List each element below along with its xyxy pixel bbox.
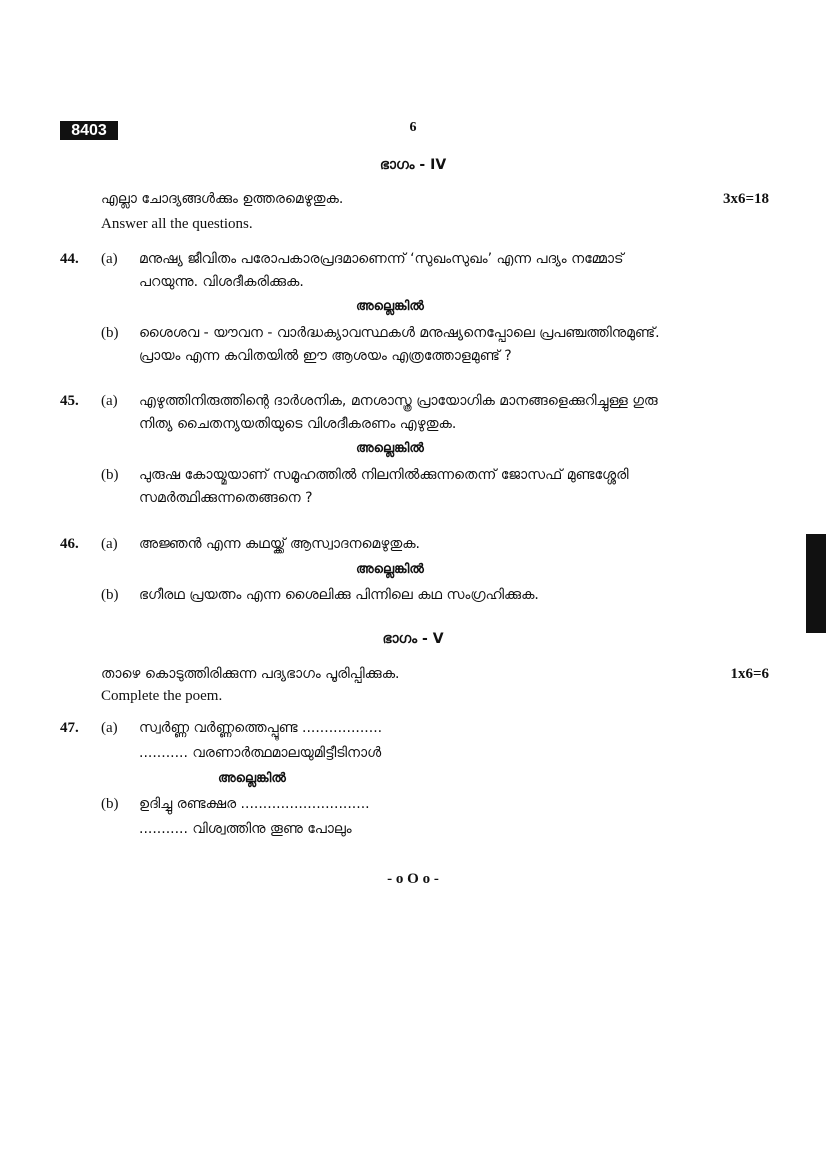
question-text-line: നിത്യ ചൈതന്യയതിയുടെ വിശദീകരണം എഴുതുക. [139,416,457,432]
question-text-line: പ്രായം എന്ന കവിതയിൽ ഈ ആശയം എത്രത്തോളമുണ്ട് ? [139,348,512,364]
option-label: (a) [101,393,118,409]
part-v-title: ഭാഗം - V [382,631,444,647]
poem-line: സ്വർണ്ണ വർണ്ണത്തെപ്പൂണ്ട .................. [139,720,383,736]
part-iv-marks: 3x6=18 [722,191,769,207]
option-label: (a) [101,536,118,552]
poem-line: ........... വിശ്വത്തിനു തൂണു പോലും [139,821,352,837]
poem-line: ഉദിച്ചു രണ്ടക്ഷര ............................. [139,796,370,812]
option-label: (b) [101,467,119,483]
option-label: (a) [101,251,118,267]
question-text-line: സമർത്ഥിക്കുന്നതെങ്ങനെ ? [139,490,313,506]
question-number: 44. [60,251,79,267]
question-number: 47. [60,720,79,736]
part-iv-title: ഭാഗം - IV [379,157,447,173]
or-separator: അല്ലെങ്കിൽ [356,299,424,314]
question-number: 45. [60,393,79,409]
poem-line: ........... വരണാർത്ഥമാലയുമിട്ടീടിനാൾ [139,745,382,761]
question-text-line: ശൈശവ - യൗവന - വാർദ്ധക്യാവസ്ഥകൾ മനുഷ്യനെപ്പോലെ പ്രപഞ്ചത്തിനുമുണ്ട്. [139,325,660,341]
question-text-line: മനുഷ്യ ജീവിതം പരോപകാരപ്രദമാണെന്ന് ‘സുഖംസുഖം’ എന്ന പദ്യം നമ്മോട് [139,251,624,267]
part-v-marks: 1x6=6 [730,666,769,682]
question-text-line: എഴുത്തിനിരുത്തിന്റെ ദാർശനിക, മനശാസ്ത്ര പ്രായോഗിക മാനങ്ങളെക്കുറിച്ചുള്ള ഗുരു [139,393,658,409]
part-iv-instruction-en: Answer all the questions. [101,216,253,232]
part-v-instruction-en: Complete the poem. [101,688,223,704]
or-separator: അല്ലെങ്കിൽ [218,771,286,786]
paper-code-badge: 8403 [60,121,118,140]
option-label: (a) [101,720,118,736]
or-separator: അല്ലെങ്കിൽ [356,441,424,456]
question-text-line: അജ്ഞൻ എന്ന കഥയ്ക്ക് ആസ്വാദനമെഴുതുക. [139,536,420,552]
question-text-line: ഭഗീരഥ പ്രയത്നം എന്ന ശൈലിക്കു പിന്നിലെ കഥ സംഗ്രഹിക്കുക. [139,587,539,603]
question-number: 46. [60,536,79,552]
end-mark: - o O o - [387,871,439,887]
question-text-line: പറയുന്നു. വിശദീകരിക്കുക. [139,274,304,290]
or-separator: അല്ലെങ്കിൽ [356,562,424,577]
part-v-instruction-ml: താഴെ കൊടുത്തിരിക്കുന്ന പദ്യഭാഗം പൂരിപ്പിക്കുക. [101,666,400,682]
part-iv-instruction-ml: എല്ലാ ചോദ്യങ്ങൾക്കും ഉത്തരമെഴുതുക. [101,191,344,207]
question-text-line: പുരുഷ കോയ്മയാണ് സമൂഹത്തിൽ നിലനിൽക്കുന്നതെന്ന് ജോസഫ് മുണ്ടശ്ശേരി [139,467,629,483]
option-label: (b) [101,796,119,812]
page-number: 6 [409,120,417,135]
page-edge-tab [806,534,826,633]
option-label: (b) [101,325,119,341]
option-label: (b) [101,587,119,603]
